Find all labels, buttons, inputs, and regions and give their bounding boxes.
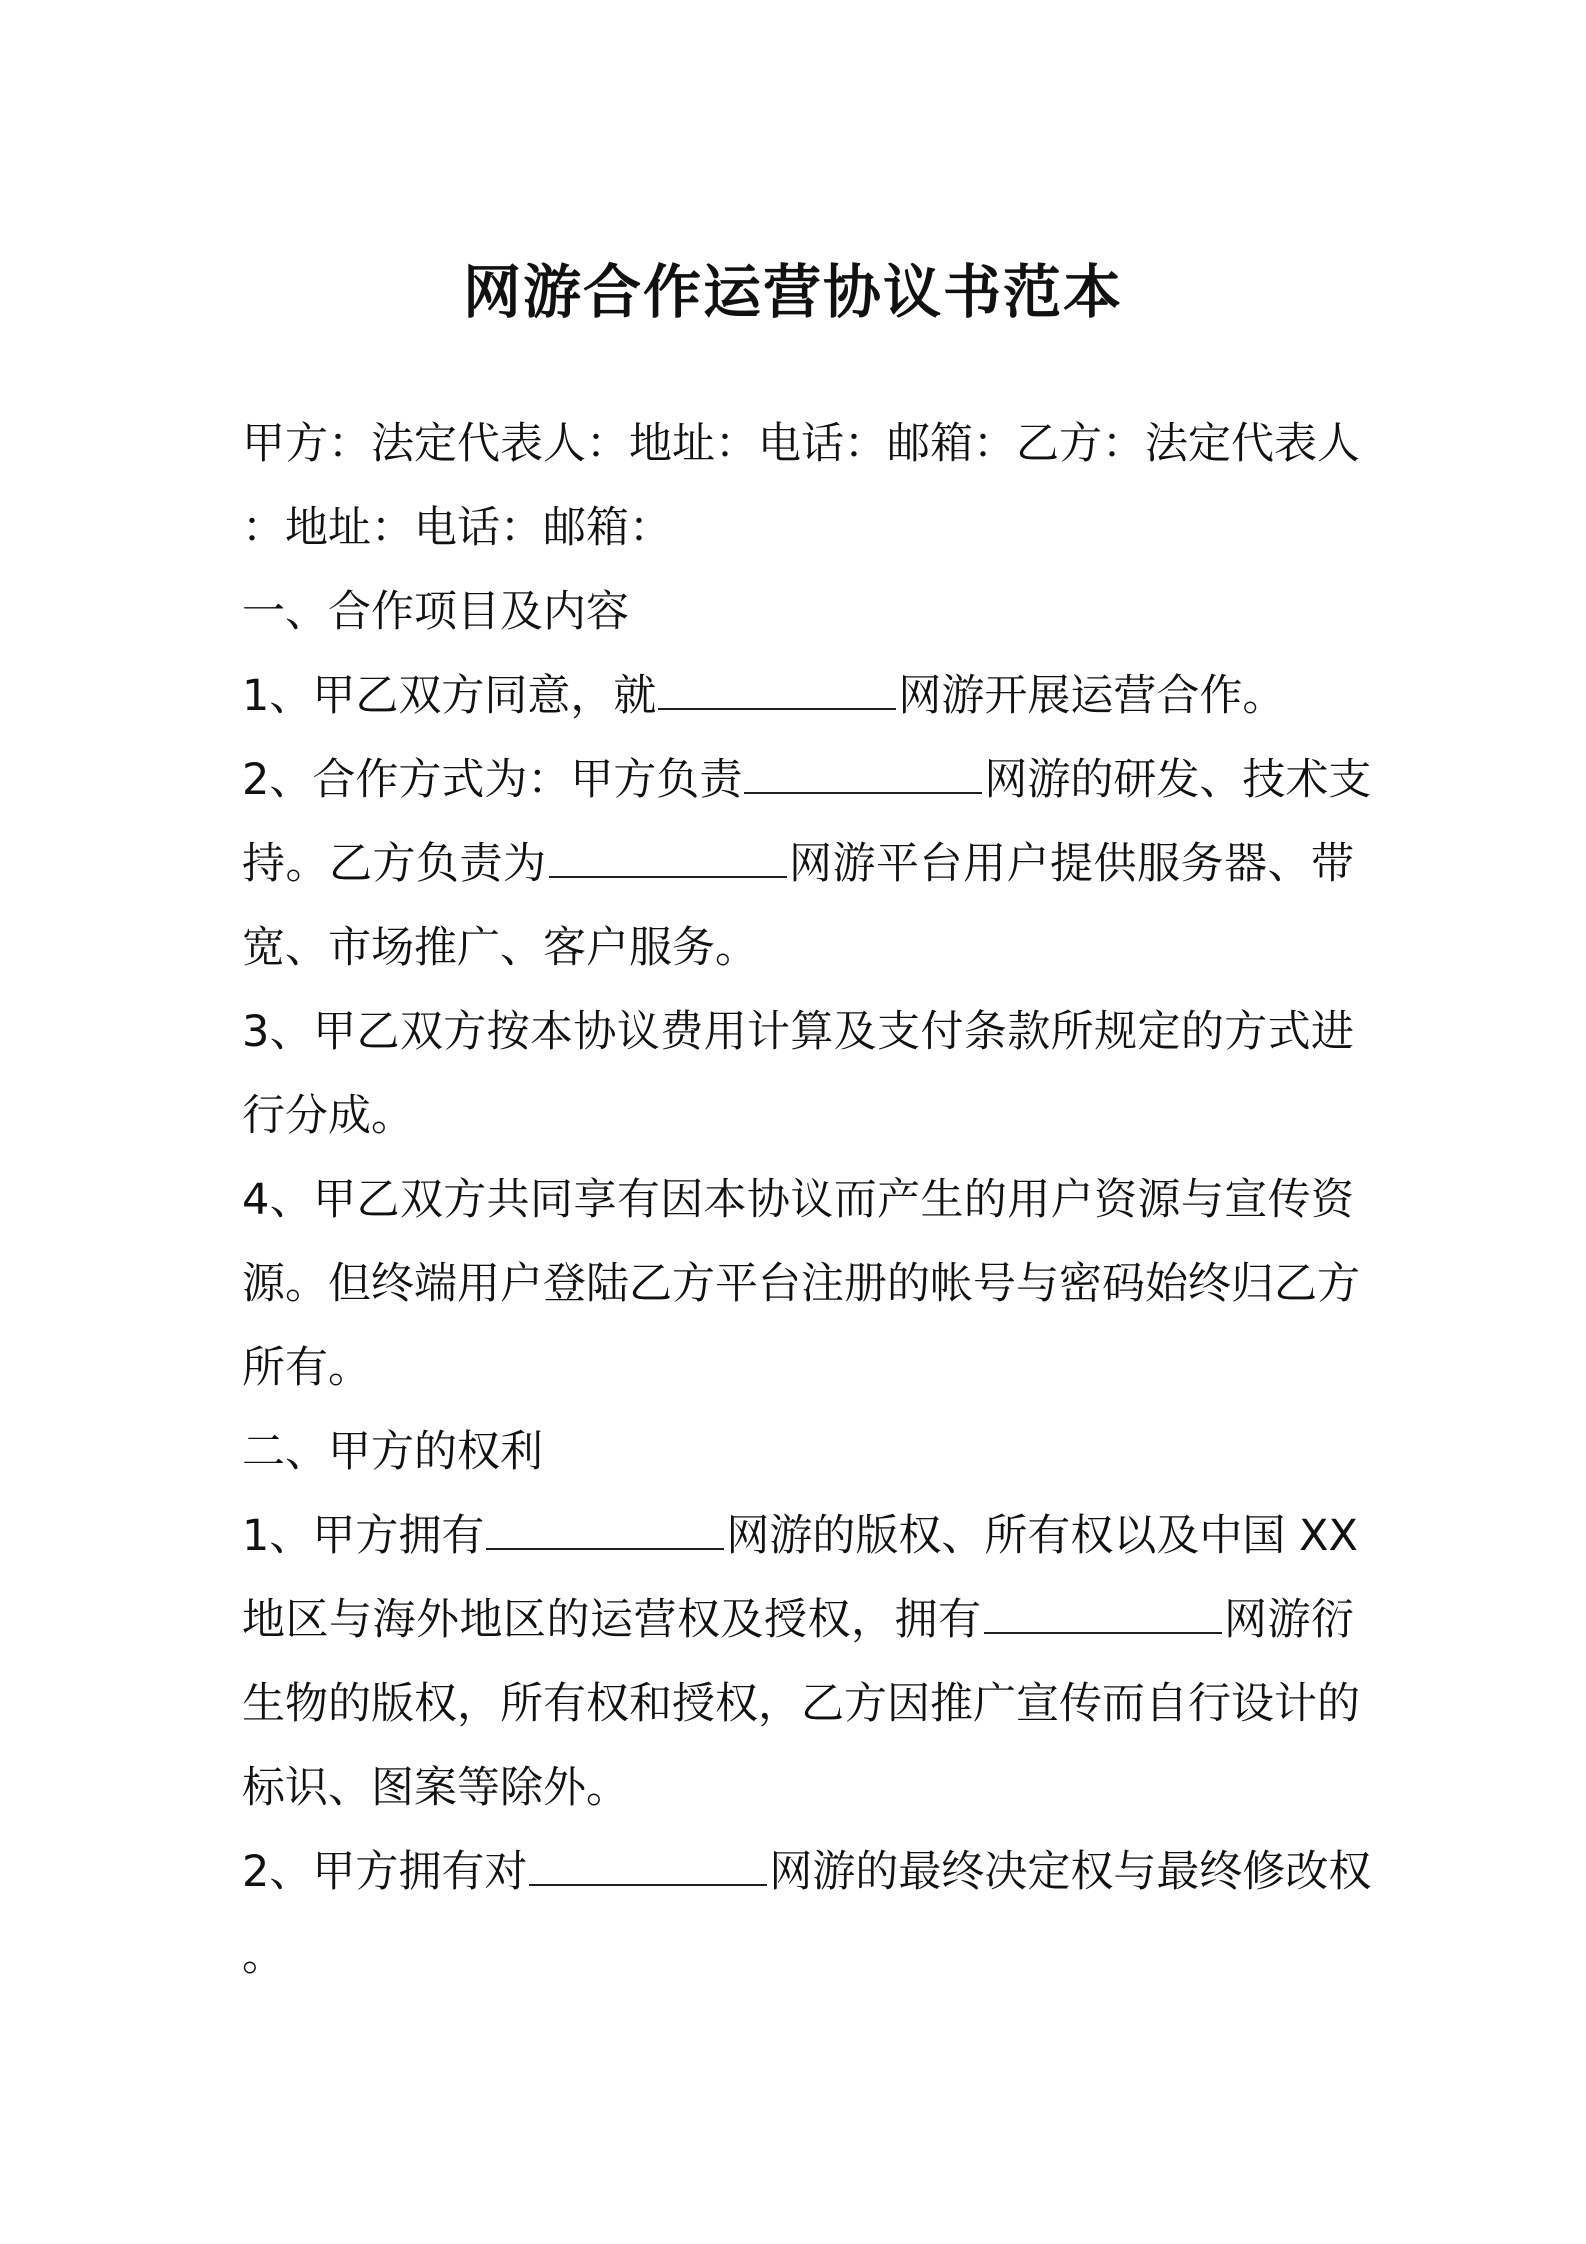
item-text: 持。乙方负责为 <box>242 839 547 889</box>
item-text: 地区与海外地区的运营权及授权，拥有 <box>242 1595 982 1645</box>
section-1-item-2-line-2 <box>242 822 1354 906</box>
section-1-item-4-line-2: 源。但终端用户登陆乙方平台注册的帐号与密码始终归乙方 <box>242 1259 1360 1309</box>
section-1-item-2-line-1 <box>242 738 1372 822</box>
section-1-item-3-line-2: 行分成。 <box>242 1091 414 1141</box>
section-2-item-1-line-1 <box>242 1494 1358 1578</box>
item-text: 网游平台用户提供服务器、带 <box>788 839 1354 889</box>
item-text: 2、合作方式为：甲方负责 <box>242 755 743 805</box>
fill-in-blank <box>744 744 982 794</box>
item-text: 1、甲方拥有 <box>242 1511 485 1561</box>
section-1-item-4-line-1: 4、甲乙双方共同享有因本协议而产生的用户资源与宣传资 <box>242 1175 1354 1225</box>
section-2-item-1-line-2 <box>242 1578 1354 1662</box>
section-1-item-4-line-3: 所有。 <box>242 1343 371 1393</box>
parties-line-2: ：地址：电话：邮箱： <box>242 503 672 553</box>
section-2-item-2-line-1 <box>242 1830 1372 1914</box>
section-1-item-3-line-1: 3、甲乙双方按本协议费用计算及支付条款所规定的方式进 <box>242 1007 1354 1057</box>
section-1-item-2-line-3: 宽、市场推广、客户服务。 <box>242 923 758 973</box>
item-text: 网游的版权、所有权以及中国 XX <box>726 1511 1358 1561</box>
fill-in-blank <box>529 1836 767 1886</box>
section-2-item-2-line-2: 。 <box>242 1931 285 1981</box>
document-title: 网游合作运营协议书范本 <box>462 258 1123 326</box>
parties-line-1: 甲方：法定代表人：地址：电话：邮箱：乙方：法定代表人 <box>242 419 1360 469</box>
item-text: 网游的研发、技术支 <box>984 755 1372 805</box>
item-text: 1、甲乙双方同意，就 <box>242 671 657 721</box>
fill-in-blank <box>658 660 896 710</box>
fill-in-blank <box>984 1584 1222 1634</box>
fill-in-blank <box>486 1500 724 1550</box>
section-2-heading: 二、甲方的权利 <box>242 1427 543 1477</box>
item-text: 网游衍 <box>1223 1595 1354 1645</box>
document-body <box>242 402 1372 1998</box>
section-1-item-1 <box>242 654 1354 738</box>
section-1-heading: 一、合作项目及内容 <box>242 587 629 637</box>
fill-in-blank <box>549 828 787 878</box>
item-text: 2、甲方拥有对 <box>242 1847 528 1897</box>
item-text: 网游开展运营合作。 <box>898 671 1286 721</box>
section-2-item-1-line-4: 标识、图案等除外。 <box>242 1763 629 1813</box>
section-2-item-1-line-3: 生物的版权，所有权和授权，乙方因推广宣传而自行设计的 <box>242 1679 1360 1729</box>
item-text: 网游的最终决定权与最终修改权 <box>769 1847 1372 1897</box>
